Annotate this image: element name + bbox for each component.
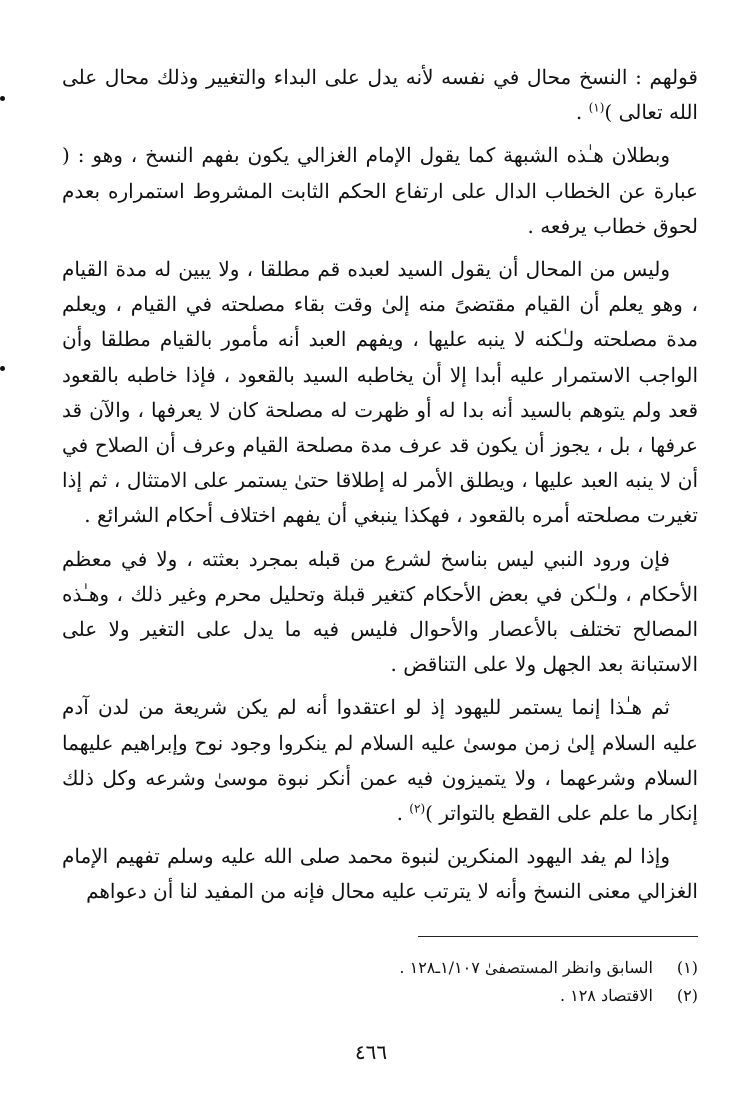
paragraph-text: وإذا لم يفد اليهود المنكرين لنبوة محمد صلى الله عليه وسلم تفهيم الإمام الغزالي معنى النسخ وأنه لا يترتب عليه محال فإنه من المفيد لنا أن دعواهم	[62, 844, 698, 904]
main-text	[62, 60, 698, 918]
paragraph-tail: .	[396, 801, 410, 826]
footnote-divider	[418, 936, 698, 937]
paragraph-text: ثم هـٰذا إنما يستمر لليهود إذ لو اعتقدوا أنه لم يكن شريعة من لدن آدم عليه السلام إلىٰ زمن موسىٰ عليه السلام لم ينكروا وجود نوح وإبراهيم عليهما السلام وشرعهما ، ولا يتميزون فيه عمن أنكر نبوة موسىٰ وشرعه وكل ذلك إنكار ما علم على القطع بالتواتر )	[62, 695, 698, 826]
paragraph-5	[62, 690, 698, 831]
footnote-ref-1: (١)	[588, 100, 605, 115]
footnote-text: الاقتصاد ١٢٨ .	[559, 986, 653, 1005]
paragraph-text: وليس من المحال أن يقول السيد لعبده قم مطلقا ، ولا يبين له مدة القيام ، وهو يعلم أن القيام مقتضىً منه إلىٰ وقت بقاء مصلحته في القيام ، ويعلم مدة مصلحته ولـٰكنه لا ينبه عليها ، ويفهم العبد أنه مأمور بالقيام مطلقا وأن الواجب الاستمرار عليه أبدا إلا أن يخاطبه السيد بالقعود ، فإذا خاطبه بالقعود قعد ولم يتوهم بالسيد أنه بدا له أو ظهرت له مصلحة كان لا يعرفها ، والآن قد عرفها ، بل ، يجوز أن يكون قد عرف مدة مصلحة القيام وعرف أن الصلاح في أن لا ينبه العبد عليها ، ويطلق الأمر له إطلاقا حتىٰ يستمر على الامتثال ، ثم إذا تغيرت مصلحته أمره بالقعود ، فهكذا ينبغي أن يفهم اختلاف أحكام الشرائع .	[62, 257, 698, 528]
margin-dot-top	[0, 96, 5, 101]
paragraph-text: قولهم : النسخ محال في نفسه لأنه يدل على البداء والتغيير وذلك محال على الله تعالى )	[62, 65, 698, 125]
paragraph-1	[62, 60, 698, 130]
paragraph-text: فإن ورود النبي ليس بناسخ لشرع من قبله بمجرد بعثته ، ولا في معظم الأحكام ، ولـٰكن في بعض الأحكام كتغير قبلة وتحليل محرم وغير ذلك ، وهـٰذه المصالح تختلف بالأعصار والأحوال فليس فيه ما يدل على التغير ولا على الاستبانة بعد الجهل ولا على التناقض .	[62, 546, 698, 677]
margin-dot-middle	[0, 366, 5, 371]
paragraph-2	[62, 138, 698, 244]
footnote-1	[62, 954, 698, 982]
footnote-2	[62, 982, 698, 1010]
footnotes	[62, 954, 698, 1010]
paragraph-4	[62, 542, 698, 683]
footnote-number: (٢)	[676, 986, 698, 1005]
paragraph-6	[62, 839, 698, 909]
paragraph-text: وبطلان هـٰذه الشبهة كما يقول الإمام الغزالي يكون بفهم النسخ ، وهو : ( عبارة عن الخطاب الدال على ارتفاع الحكم الثابت المشروط استمراره بعدم لحوق خطاب يرفعه .	[62, 143, 698, 238]
paragraph-tail: .	[575, 100, 589, 125]
footnote-number: (١)	[676, 958, 698, 977]
footnote-ref-2: (٢)	[409, 801, 426, 816]
page-number: ٤٦٦	[354, 1040, 388, 1064]
footnote-text: السابق وانظر المستصفىٰ ١/١٠٧ـ١٢٨ .	[399, 958, 653, 977]
paragraph-3	[62, 252, 698, 534]
